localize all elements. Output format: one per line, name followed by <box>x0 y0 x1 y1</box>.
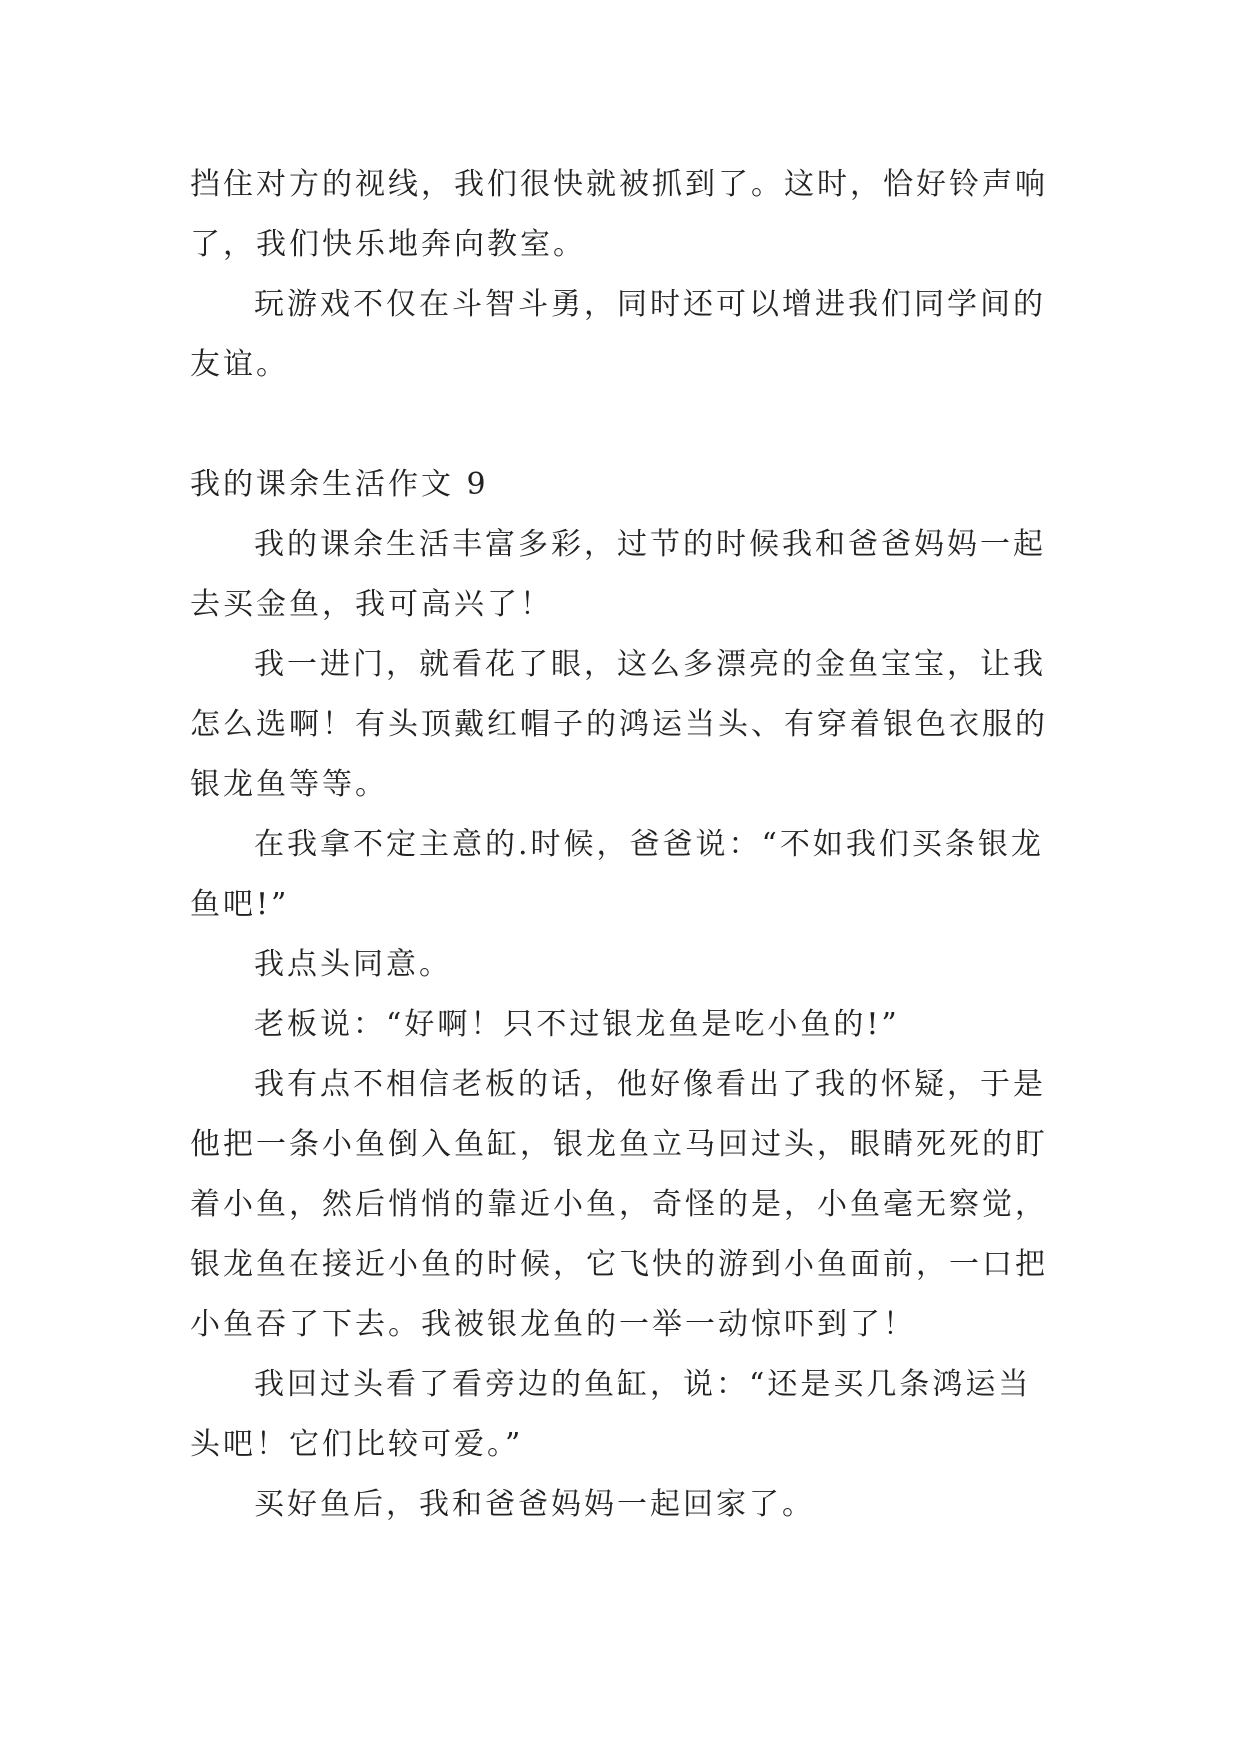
text-line: 了，我们快乐地奔向教室。 <box>190 227 586 262</box>
text-line: 我的课余生活丰富多彩，过节的时候我和爸爸妈妈一起 <box>254 527 1046 562</box>
text-line: 老板说：“好啊！只不过银龙鱼是吃小鱼的!” <box>254 1007 900 1042</box>
paragraph <box>190 1055 1060 1355</box>
paragraph <box>190 635 1060 815</box>
text-line: 在我拿不定主意的.时候，爸爸说：“不如我们买条银龙 <box>254 827 1044 862</box>
paragraph <box>190 815 1060 935</box>
text-line: 怎么选啊！有头顶戴红帽子的鸿运当头、有穿着银色衣服的 <box>190 707 1048 742</box>
text-line: 着小鱼，然后悄悄的靠近小鱼，奇怪的是，小鱼毫无察觉， <box>190 1187 1048 1222</box>
text-line: 鱼吧!” <box>190 887 290 922</box>
text-line: 挡住对方的视线，我们很快就被抓到了。这时，恰好铃声响 <box>190 167 1048 202</box>
text-line: 小鱼吞了下去。我被银龙鱼的一举一动惊吓到了！ <box>190 1307 916 1342</box>
text-line: 我一进门，就看花了眼，这么多漂亮的金鱼宝宝，让我 <box>254 647 1046 682</box>
text-line: 我回过头看了看旁边的鱼缸，说：“还是买几条鸿运当 <box>254 1367 1032 1402</box>
paragraph <box>190 935 1060 995</box>
text-line: 我有点不相信老板的话，他好像看出了我的怀疑，于是 <box>254 1067 1046 1102</box>
text-line: 玩游戏不仅在斗智斗勇，同时还可以增进我们同学间的 <box>254 287 1046 322</box>
text-line: 买好鱼后，我和爸爸妈妈一起回家了。 <box>254 1487 815 1522</box>
text-line: 银龙鱼在接近小鱼的时候，它飞快的游到小鱼面前，一口把 <box>190 1247 1048 1282</box>
blank-line <box>190 395 1060 455</box>
paragraph <box>190 1355 1060 1475</box>
paragraph <box>190 995 1060 1055</box>
text-line: 去买金鱼，我可高兴了！ <box>190 587 553 622</box>
paragraph <box>190 515 1060 635</box>
text-line: 头吧！它们比较可爱。” <box>190 1427 524 1462</box>
text-line: 我点头同意。 <box>254 947 452 982</box>
text-line: 他把一条小鱼倒入鱼缸，银龙鱼立马回过头，眼睛死死的盯 <box>190 1127 1048 1162</box>
text-line: 友谊。 <box>190 347 289 382</box>
document-body <box>190 155 1060 1535</box>
paragraph <box>190 155 1060 275</box>
text-line: 银龙鱼等等。 <box>190 767 388 802</box>
paragraph <box>190 1475 1060 1535</box>
section-heading: 我的课余生活作文 9 <box>190 467 489 502</box>
paragraph <box>190 275 1060 395</box>
